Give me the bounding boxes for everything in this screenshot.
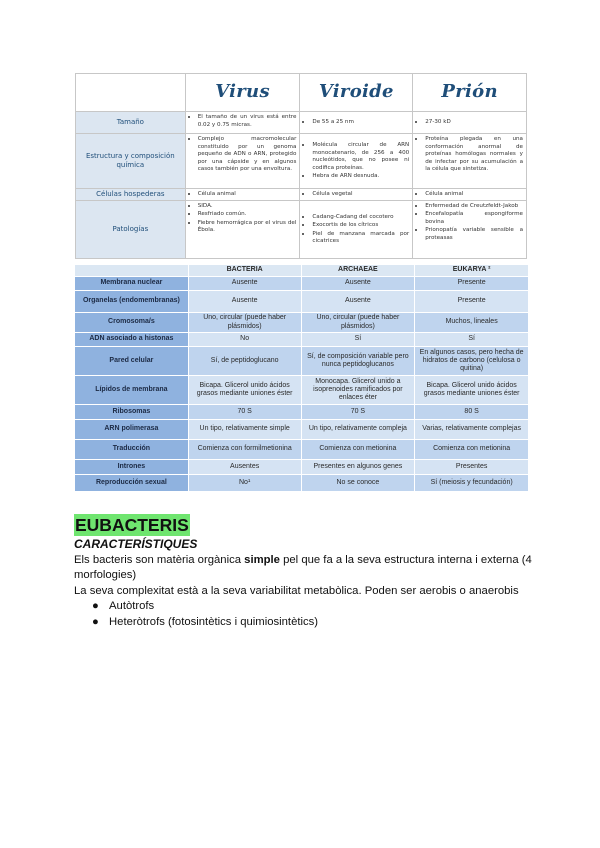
table1-cell xyxy=(413,200,527,258)
table2-cell: Un tipo, relativamente compleja xyxy=(301,420,415,440)
table2-cell: Sí xyxy=(415,333,529,347)
paragraph-metabolism: La seva complexitat està a la seva variabilitat metabòlica. Poden ser aerobis o anaerobis xyxy=(74,585,519,597)
table2-cell: Presentes xyxy=(415,460,529,475)
table2-cell: Ausente xyxy=(188,277,301,291)
table2-cell: Uno, circular (puede haber plásmidos) xyxy=(188,313,301,333)
table2-cell: Bicapa. Glicerol unido ácidos grasos mediante uniones éster xyxy=(188,376,301,405)
table2-row xyxy=(75,347,529,376)
table2-cell: 70 S xyxy=(301,405,415,420)
table1-cell xyxy=(185,200,300,258)
table1-cell xyxy=(300,112,413,134)
table1-cell-item: • Resfriado común. xyxy=(198,210,297,219)
table1-cell-item: • Prionopatía variable sensible a proteasas xyxy=(425,226,523,242)
table2-cell: Comienza con metionina xyxy=(301,440,415,460)
table1-cell-item: • Complejo macromolecular constituido por un genoma pequeño de ADN o ARN, protegido por una cápside y en algunos casos también por una envoltura. xyxy=(198,135,297,174)
table2-row-label: Membrana nuclear xyxy=(75,277,189,291)
table2-cell: Varias, relativamente complejas xyxy=(415,420,529,440)
comparison-table-domains xyxy=(74,264,529,492)
table1-row xyxy=(76,134,527,189)
table2-corner-cell xyxy=(75,265,189,277)
table2-cell: Bicapa. Glicerol unido ácidos grasos mediante uniones éster xyxy=(415,376,529,405)
table2-row xyxy=(75,376,529,405)
table2-row xyxy=(75,460,529,475)
table2-cell: Ausente xyxy=(188,291,301,313)
table1-cell-item: • 27-30 kD xyxy=(425,118,523,127)
table1-header-prion: Prión xyxy=(413,74,527,112)
table2-row-label: Lípidos de membrana xyxy=(75,376,189,405)
table2-header-archaeae: ARCHAEAE xyxy=(301,265,415,277)
table2-cell: Sí (meiosis y fecundación) xyxy=(415,475,529,492)
list-item xyxy=(92,615,318,631)
table1-cell-item: • Piel de manzana marcada por cicatrices xyxy=(312,230,409,246)
table2-cell: Ausentes xyxy=(188,460,301,475)
table2-cell: No¹ xyxy=(188,475,301,492)
table2-cell: Comienza con formilmetionina xyxy=(188,440,301,460)
paragraph-structure xyxy=(74,553,542,583)
table2-cell: 70 S xyxy=(188,405,301,420)
table1-row-label: Células hospederas xyxy=(76,189,186,201)
table2-cell: Sí, de composición variable pero nunca peptidoglucanos xyxy=(301,347,415,376)
table1-cell-item: • Encefalopatía espongiforme bovina xyxy=(425,210,523,226)
table2-cell: Muchos, lineales xyxy=(415,313,529,333)
table2-cell: Uno, circular (puede haber plásmidos) xyxy=(301,313,415,333)
table2-cell: Ausente xyxy=(301,277,415,291)
table1-header-virus: Virus xyxy=(185,74,300,112)
bullet-icon: ● xyxy=(92,600,99,612)
table2-cell: En algunos casos, pero hecha de hidratos de carbono (celulosa o quitina) xyxy=(415,347,529,376)
table1-cell xyxy=(413,112,527,134)
table2-cell: Un tipo, relativamente simple xyxy=(188,420,301,440)
section-heading: EUBACTERIS xyxy=(75,515,189,535)
list-item-text: Heteròtrofs (fotosintètics i quimiosintètics) xyxy=(109,615,319,628)
table1-cell-item: • Célula animal xyxy=(198,190,297,199)
table2-row xyxy=(75,475,529,492)
table1-cell-item: • Enfermedad de Creutzfeldt-Jakob xyxy=(425,202,523,211)
table2-row-label: Cromosoma/s xyxy=(75,313,189,333)
list-item-text: Autòtrofs xyxy=(109,600,155,612)
table1-cell-item: • De 55 a 25 nm xyxy=(312,118,409,127)
table1-cell xyxy=(185,134,300,189)
table2-row-label: Pared celular xyxy=(75,347,189,376)
table1-cell xyxy=(300,189,413,201)
table2-cell: No se conoce xyxy=(301,475,415,492)
table1-cell-item: • Proteína plegada en una conformación anormal de proteínas homólogas normales y de infectar por su acumulación a la célula que sintetiza. xyxy=(425,135,523,174)
table1-cell-item: • El tamaño de un virus está entre 0.02 y 0.75 micras. xyxy=(198,113,297,129)
table1-cell xyxy=(413,134,527,189)
table1-cell-item: • Célula animal xyxy=(425,190,523,199)
table1-cell xyxy=(185,189,300,201)
table2-row xyxy=(75,313,529,333)
table1-row-label: Patologías xyxy=(76,200,186,258)
table1-cell-item: • Exocortis de los cítricos xyxy=(312,221,409,230)
table2-cell: Sí, de peptidoglucano xyxy=(188,347,301,376)
table2-row xyxy=(75,333,529,347)
paragraph-text: pel que fa a la seva estructura interna i externa (4 morfologies) xyxy=(74,554,532,581)
table1-row xyxy=(76,112,527,134)
table2-row-label: ARN polimerasa xyxy=(75,420,189,440)
table2-row-label: Traducción xyxy=(75,440,189,460)
table2-row xyxy=(75,291,529,313)
paragraph-bold-word: simple xyxy=(244,554,280,566)
table2-row xyxy=(75,420,529,440)
bullet-list xyxy=(92,599,318,630)
comparison-table-virus-viroid-prion xyxy=(75,73,527,259)
table2-cell: Sí xyxy=(301,333,415,347)
table1-row xyxy=(76,200,527,258)
table2-row xyxy=(75,440,529,460)
table1-header-viroide: Viroide xyxy=(300,74,413,112)
section-subheading: CARACTERÍSTIQUES xyxy=(74,537,198,551)
table1-header-row xyxy=(76,74,527,112)
table1-cell xyxy=(413,189,527,201)
table1-cell xyxy=(300,134,413,189)
table2-row-label: Organelas (endomembranas) xyxy=(75,291,189,313)
table1-cell-item: • Célula vegetal xyxy=(312,190,409,199)
table1-cell-item: • Cadang-Cadang del cocotero xyxy=(312,213,409,222)
table1-cell xyxy=(300,200,413,258)
table2-cell: Presente xyxy=(415,277,529,291)
table2-row xyxy=(75,405,529,420)
table2-cell: No xyxy=(188,333,301,347)
list-item xyxy=(92,599,318,615)
table1-cell-item: • Hebra de ARN desnuda. xyxy=(312,172,409,181)
table2-row-label: ADN asociado a histonas xyxy=(75,333,189,347)
table2-row-label: Ribosomas xyxy=(75,405,189,420)
table2-cell: 80 S xyxy=(415,405,529,420)
table1-cell-item: • SIDA. xyxy=(198,202,297,211)
table1-cell-item: • Molécula circular de ARN monocatenario, de 256 a 400 nucleótidos, que no posee ni codifica proteínas. xyxy=(312,141,409,172)
table2-header-eukarya: EUKARYA ² xyxy=(415,265,529,277)
table1-row-label: Estructura y composición química xyxy=(76,134,186,189)
table2-cell: Presente xyxy=(415,291,529,313)
table2-row-label: Reproducción sexual xyxy=(75,475,189,492)
bullet-icon: ● xyxy=(92,615,99,628)
table2-row-label: Intrones xyxy=(75,460,189,475)
paragraph-text: Els bacteris son matèria orgànica xyxy=(74,554,245,566)
table1-row-label: Tamaño xyxy=(76,112,186,134)
table2-cell: Ausente xyxy=(301,291,415,313)
table2-cell: Monocapa. Glicerol unido a isoprenoides ramificados por enlaces éter xyxy=(301,376,415,405)
table1-cell xyxy=(185,112,300,134)
table2-header-bacteria: BACTERIA xyxy=(188,265,301,277)
table1-corner-cell xyxy=(76,74,186,112)
table1-row xyxy=(76,189,527,201)
table2-row xyxy=(75,277,529,291)
table2-header-row xyxy=(75,265,529,277)
table2-cell: Comienza con metionina xyxy=(415,440,529,460)
table1-cell-item: • Fiebre hemorrágica por el virus del Ébola. xyxy=(198,219,297,235)
table2-cell: Presentes en algunos genes xyxy=(301,460,415,475)
